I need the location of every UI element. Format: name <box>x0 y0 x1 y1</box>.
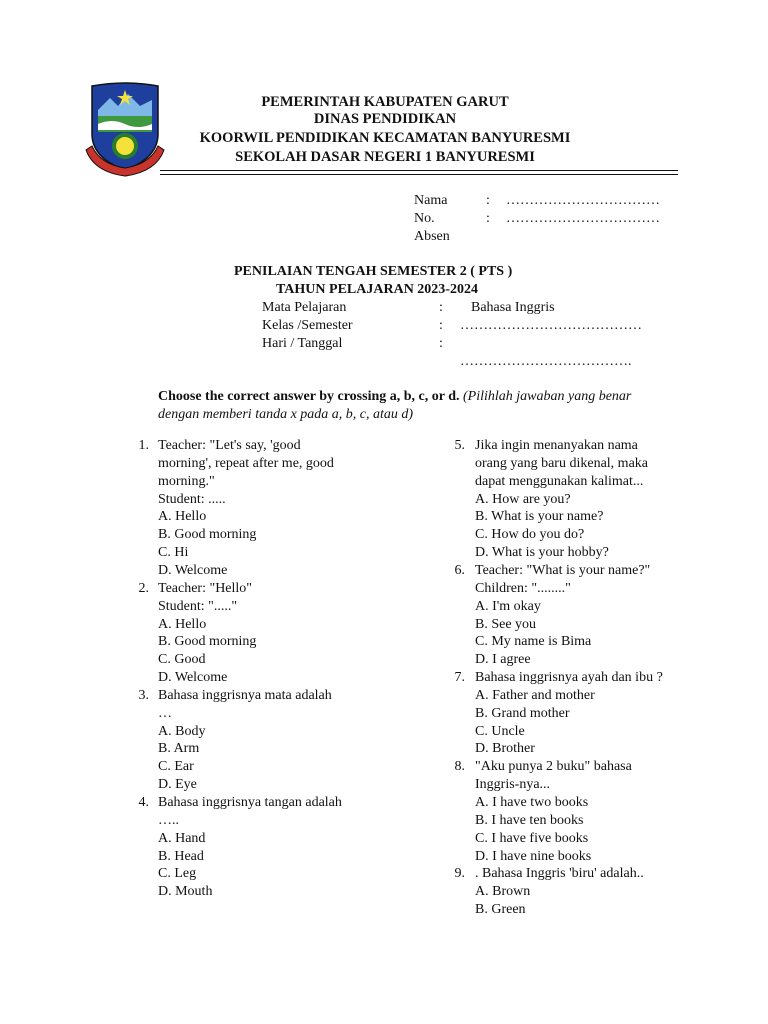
exam-title: PENILAIAN TENGAH SEMESTER 2 ( PTS ) <box>234 264 513 279</box>
instruction-italic: (Pilihlah jawaban yang benar <box>463 389 632 404</box>
question-text: Bahasa inggrisnya tangan adalah <box>158 795 342 810</box>
answer-option[interactable]: B. What is your name? <box>475 509 604 525</box>
header-line-3: KOORWIL PENDIDIKAN KECAMATAN BANYURESMI <box>199 130 571 146</box>
question-text: Bahasa inggrisnya mata adalah <box>158 687 332 703</box>
answer-option[interactable]: C. Good <box>158 652 206 668</box>
instruction-line-1 <box>158 388 631 406</box>
answer-option[interactable]: A. I have two books <box>475 795 589 810</box>
subject-colon: : <box>439 300 443 315</box>
answer-option[interactable]: A. Father and mother <box>475 687 595 703</box>
answer-option[interactable]: B. Green <box>475 902 526 918</box>
question-text: . Bahasa Inggris 'biru' adalah.. <box>475 866 644 882</box>
answer-option[interactable]: A. Hello <box>158 509 207 525</box>
answer-option[interactable]: D. Mouth <box>158 884 213 900</box>
answer-option[interactable]: A. How are you? <box>475 491 571 507</box>
header-line-4: SEKOLAH DASAR NEGERI 1 BANYURESMI <box>235 149 535 165</box>
subject-value: Bahasa Inggris <box>471 300 555 315</box>
question-text: Bahasa inggrisnya ayah dan ibu ? <box>475 670 663 686</box>
nama-colon: : <box>486 193 490 208</box>
class-label: Kelas /Semester <box>262 318 353 333</box>
answer-option[interactable]: C. How do you do? <box>475 527 585 543</box>
header-line-1: PEMERINTAH KABUPATEN GARUT <box>261 94 509 110</box>
class-field[interactable]: ………………………………… <box>460 318 642 333</box>
day-label: Hari / Tanggal <box>262 336 343 351</box>
header-rule <box>160 170 678 171</box>
question-text: "Aku punya 2 buku" bahasa <box>475 759 632 775</box>
question-text: Jika ingin menanyakan nama <box>475 438 638 453</box>
answer-option[interactable]: A. Brown <box>475 884 531 900</box>
question-text: Student: "....." <box>158 598 238 614</box>
answer-option[interactable]: A. Body <box>158 723 206 739</box>
class-colon: : <box>439 318 443 333</box>
question-text: orang yang baru dikenal, maka <box>475 455 648 471</box>
answer-option[interactable]: B. Good morning <box>158 527 257 543</box>
day-colon: : <box>439 336 443 351</box>
question-text: morning." <box>158 473 215 489</box>
no-label: No. <box>414 211 435 226</box>
question-text: morning', repeat after me, good <box>158 455 334 471</box>
answer-option[interactable]: C. Hi <box>158 545 189 561</box>
subject-label: Mata Pelajaran <box>262 300 347 315</box>
answer-option[interactable]: B. I have ten books <box>475 812 584 828</box>
answer-option[interactable]: D. Welcome <box>158 562 228 578</box>
answer-option[interactable]: C. Leg <box>158 866 197 882</box>
answer-option[interactable]: C. Uncle <box>475 723 525 739</box>
answer-option[interactable]: D. Welcome <box>158 670 228 686</box>
question-text: Inggris-nya... <box>475 777 551 793</box>
answer-option[interactable]: B. Grand mother <box>475 705 570 721</box>
answer-option[interactable]: C. My name is Bima <box>475 634 592 650</box>
answer-option[interactable]: C. Ear <box>158 759 194 775</box>
question-text: Student: ..... <box>158 491 226 507</box>
question-text: Teacher: "Let's say, 'good <box>158 438 301 453</box>
header-rule-thin <box>160 174 678 175</box>
answer-option[interactable]: B. Good morning <box>158 634 257 650</box>
no-field[interactable]: …………………………… <box>506 211 660 226</box>
nama-label: Nama <box>414 193 448 208</box>
answer-option[interactable]: B. See you <box>475 616 537 632</box>
answer-option[interactable]: D. Eye <box>158 777 197 793</box>
exam-year: TAHUN PELAJARAN 2023-2024 <box>276 282 478 297</box>
question-number: 4. <box>138 795 149 810</box>
question-text: dapat menggunakan kalimat... <box>475 473 644 489</box>
question-number: 8. <box>454 759 465 775</box>
answer-option[interactable]: D. I have nine books <box>475 848 592 864</box>
answer-option[interactable]: B. Arm <box>158 741 200 757</box>
question-text: Teacher: "Hello" <box>158 580 253 596</box>
answer-option[interactable]: A. Hand <box>158 830 206 846</box>
answer-option[interactable]: D. I agree <box>475 652 531 668</box>
answer-option[interactable]: B. Head <box>158 848 204 864</box>
answer-option[interactable]: C. I have five books <box>475 830 589 846</box>
question-text: Teacher: "What is your name?" <box>475 562 651 578</box>
question-number: 2. <box>138 580 149 596</box>
question-number: 3. <box>138 687 149 703</box>
question-number: 9. <box>454 866 465 882</box>
instruction-bold: Choose the correct answer by crossing a, b, c, or d. <box>158 389 460 404</box>
question-text: … <box>158 705 172 721</box>
instruction-line-2: dengan memberi tanda x pada a, b, c, atau d) <box>158 407 414 422</box>
nama-field[interactable]: …………………………… <box>506 193 660 208</box>
question-text: Children: "........" <box>475 580 571 596</box>
question-text: ….. <box>158 812 179 828</box>
answer-option[interactable]: A. I'm okay <box>475 598 541 614</box>
header-line-2: DINAS PENDIDIKAN <box>313 111 457 127</box>
answer-option[interactable]: D. Brother <box>475 741 535 757</box>
answer-option[interactable]: A. Hello <box>158 616 207 632</box>
question-number: 1. <box>138 438 149 453</box>
answer-option[interactable]: D. What is your hobby? <box>475 545 609 561</box>
absen-label: Absen <box>414 229 450 244</box>
day-field[interactable]: ………………………………. <box>460 354 632 369</box>
question-number: 5. <box>454 438 465 453</box>
question-number: 7. <box>454 670 465 686</box>
question-number: 6. <box>454 562 465 578</box>
no-colon: : <box>486 211 490 226</box>
